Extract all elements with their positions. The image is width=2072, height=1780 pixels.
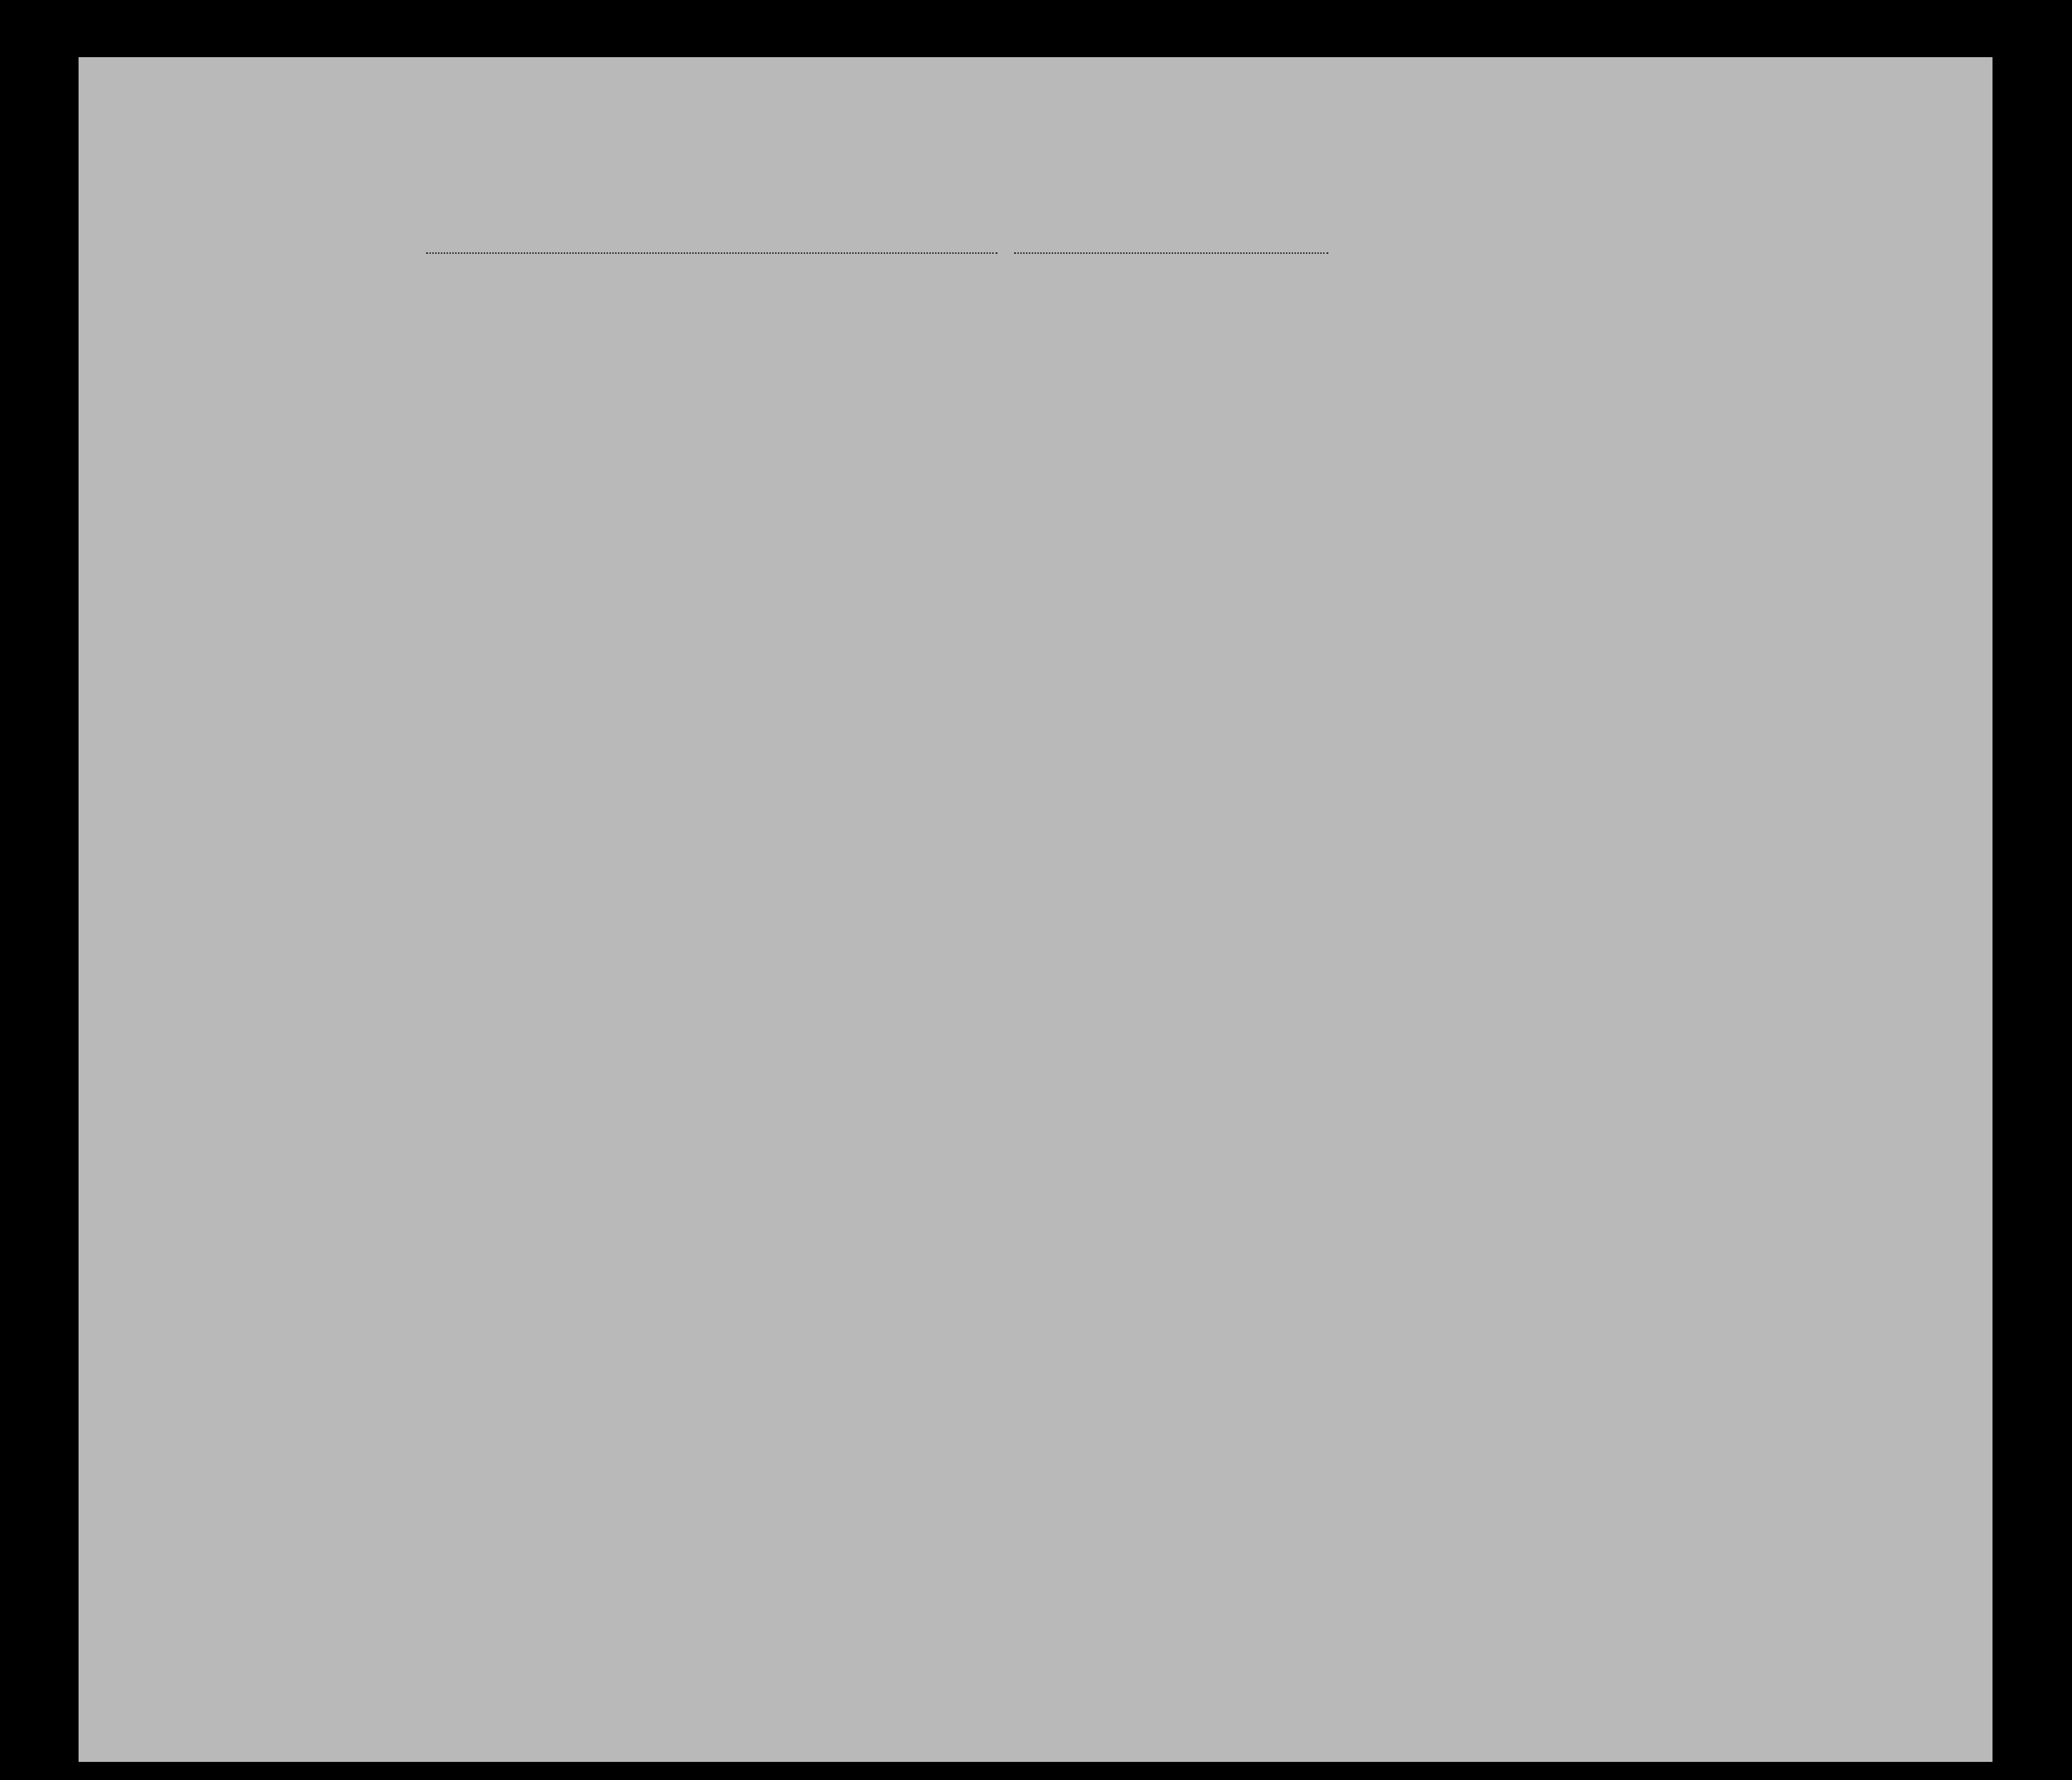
manifest-grid xyxy=(79,57,1992,1762)
manifest-sheet xyxy=(79,57,1992,1762)
